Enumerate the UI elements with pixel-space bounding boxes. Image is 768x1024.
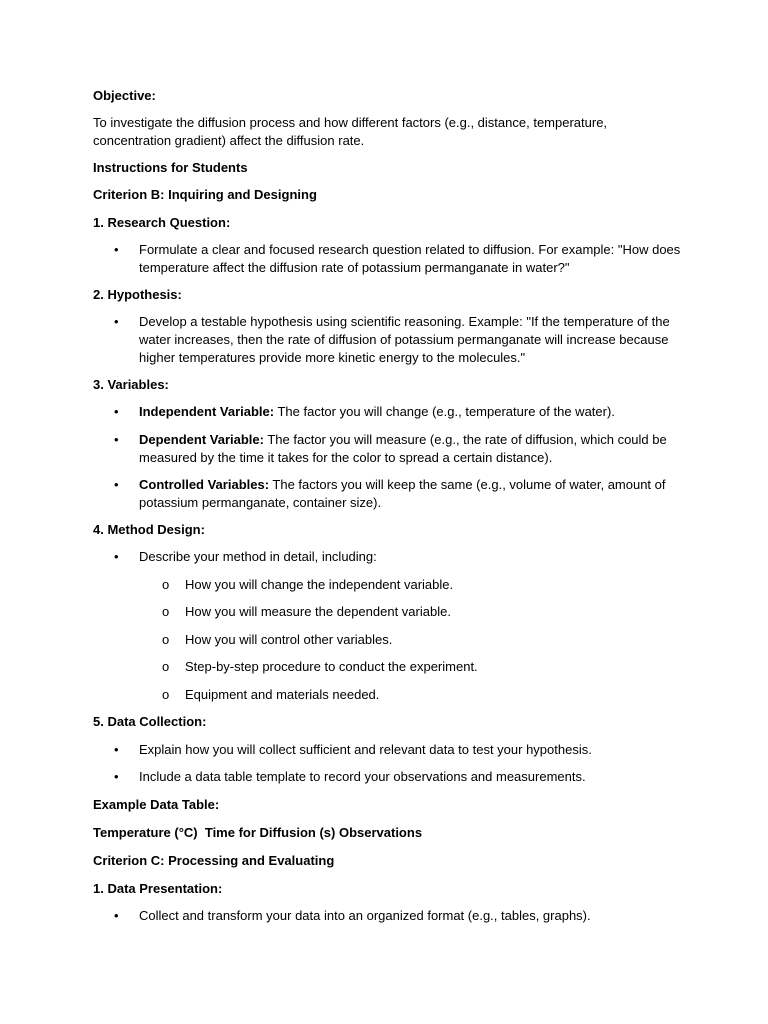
bullet-icon: • <box>114 908 119 923</box>
method-sub-item: How you will control other variables. <box>185 632 393 647</box>
research-question-bullet: Formulate a clear and focused research question related to diffusion. For example: "How does temperature affect the diffusion rate of potassium permanganate in water?" <box>139 242 681 275</box>
bullet-icon: • <box>114 404 119 419</box>
bullet-icon: • <box>114 432 119 447</box>
sub-bullet-icon: o <box>162 632 170 647</box>
controlled-variables-text: The factors you will keep the same (e.g., volume of water, amount of potassium permanganate, container size). <box>139 477 666 510</box>
research-question-heading: 1. Research Question: <box>93 215 231 230</box>
dependent-variable-text: The factor you will measure (e.g., the rate of diffusion, which could be measured by the time it takes for the color to spread a certain distance). <box>139 432 667 465</box>
bullet-icon: • <box>114 314 119 329</box>
instructions-heading: Instructions for Students <box>93 160 248 175</box>
independent-variable-text: The factor you will change (e.g., temperature of the water). <box>274 404 615 419</box>
data-collection-bullet: Include a data table template to record your observations and measurements. <box>139 769 586 784</box>
bullet-icon: • <box>114 477 119 492</box>
method-sub-item: Equipment and materials needed. <box>185 687 380 702</box>
dependent-variable-item <box>139 431 684 467</box>
independent-variable-item <box>139 403 684 421</box>
objective-text: To investigate the diffusion process and how different factors (e.g., distance, temperature, concentration gradient) affect the diffusion rate. <box>93 115 608 148</box>
sub-bullet-icon: o <box>162 604 170 619</box>
bullet-icon: • <box>114 549 119 564</box>
criterion-b-heading: Criterion B: Inquiring and Designing <box>93 187 317 202</box>
bullet-icon: • <box>114 242 119 257</box>
bullet-icon: • <box>114 742 119 757</box>
data-presentation-bullet: Collect and transform your data into an organized format (e.g., tables, graphs). <box>139 908 591 923</box>
independent-variable-label: Independent Variable: <box>139 404 275 419</box>
method-sub-item: How you will measure the dependent variable. <box>185 604 451 619</box>
table-headers: Temperature (°C) Time for Diffusion (s) Observations <box>93 825 423 840</box>
controlled-variables-label: Controlled Variables: <box>139 477 270 492</box>
sub-bullet-icon: o <box>162 659 170 674</box>
objective-heading: Objective: <box>93 88 156 103</box>
hypothesis-bullet: Develop a testable hypothesis using scientific reasoning. Example: "If the temperature of the water increases, then the rate of diffusion of potassium permanganate will increase because higher temperatures provide more kinetic energy to the molecules." <box>139 314 670 365</box>
dependent-variable-label: Dependent Variable: <box>139 432 264 447</box>
method-sub-item: Step-by-step procedure to conduct the experiment. <box>185 659 478 674</box>
sub-bullet-icon: o <box>162 577 170 592</box>
variables-heading: 3. Variables: <box>93 377 169 392</box>
controlled-variables-item <box>139 476 684 512</box>
method-design-heading: 4. Method Design: <box>93 522 205 537</box>
data-collection-heading: 5. Data Collection: <box>93 714 207 729</box>
method-design-bullet: Describe your method in detail, including: <box>139 549 377 564</box>
hypothesis-heading: 2. Hypothesis: <box>93 287 182 302</box>
criterion-c-heading: Criterion C: Processing and Evaluating <box>93 853 335 868</box>
example-table-heading: Example Data Table: <box>93 797 220 812</box>
data-collection-bullet: Explain how you will collect sufficient and relevant data to test your hypothesis. <box>139 742 592 757</box>
data-presentation-heading: 1. Data Presentation: <box>93 881 223 896</box>
method-sub-item: How you will change the independent variable. <box>185 577 454 592</box>
sub-bullet-icon: o <box>162 687 170 702</box>
bullet-icon: • <box>114 769 119 784</box>
